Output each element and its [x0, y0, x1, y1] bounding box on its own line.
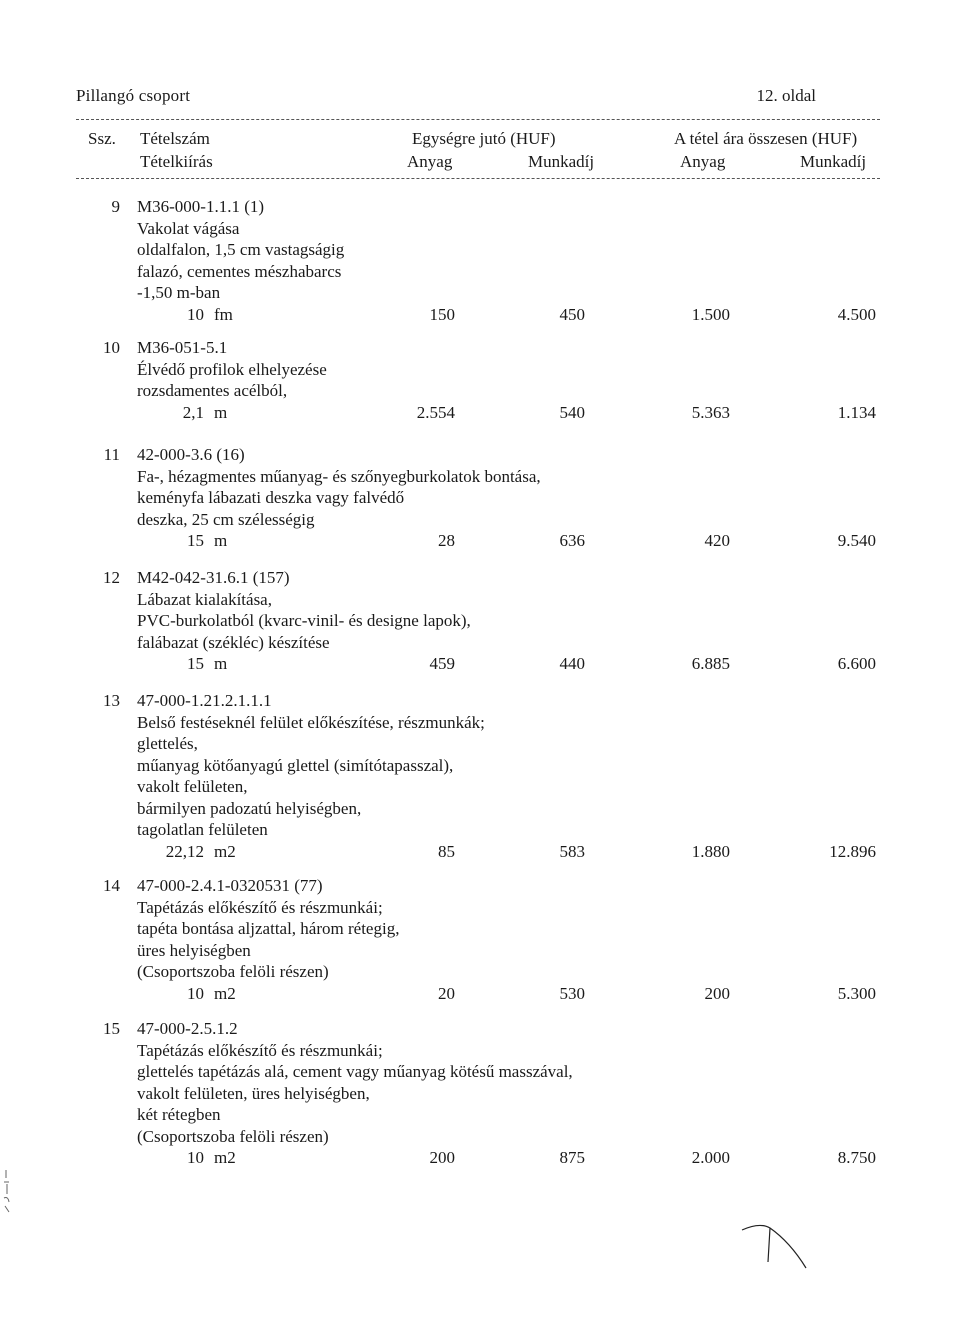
- quantity-unit: m2: [214, 841, 236, 861]
- item-code: 47-000-2.4.1-0320531 (77): [137, 876, 323, 895]
- item-description: [137, 466, 541, 531]
- item-code: M42-042-31.6.1 (157): [137, 568, 290, 587]
- item-code: 47-000-2.5.1.2: [137, 1019, 238, 1038]
- quantity-unit: m: [214, 531, 228, 550]
- unit-material-price: 20: [438, 983, 455, 1003]
- item-description-line: -1,50 m-ban: [137, 283, 221, 302]
- col-item-number: Tételszám: [140, 129, 210, 148]
- item-quantity: [152, 983, 236, 1005]
- item-description-line: Fa-, hézagmentes műanyag- és szőnyegburkolatok bontása,: [137, 466, 541, 486]
- total-material-price: 200: [704, 983, 730, 1003]
- total-labor-price: 8.750: [837, 1148, 876, 1167]
- item-description-line: Vakolat vágása: [137, 218, 240, 238]
- unit-material-price: 2.554: [416, 402, 455, 422]
- total-labor-price: 9.540: [837, 531, 876, 550]
- group-name: Pillangó csoport: [76, 86, 191, 105]
- header-rule-bottom: [76, 178, 880, 179]
- item-description-line: Belső festéseknél felület előkészítése, részmunkák;: [137, 712, 485, 732]
- col-ssz: Ssz.: [88, 129, 116, 148]
- item-quantity: [152, 530, 227, 552]
- total-labor-price: 5.300: [837, 983, 876, 1003]
- item-description-line: falábazat (székléc) készítése: [137, 632, 330, 652]
- total-material-price: 5.363: [691, 402, 730, 422]
- item-description-line: vakolt felületen,: [137, 777, 248, 796]
- unit-material-price: 28: [438, 531, 455, 550]
- col-unit-material: Anyag: [407, 152, 453, 171]
- item-quantity: [152, 304, 233, 326]
- item-ssz: 14: [103, 876, 120, 895]
- item-code: 47-000-1.21.2.1.1.1: [137, 691, 272, 710]
- quantity-value: 10: [187, 983, 204, 1003]
- item-description-line: két rétegben: [137, 1105, 221, 1124]
- item-description: [137, 897, 399, 983]
- item-ssz: 9: [111, 197, 120, 216]
- col-total-material: Anyag: [680, 152, 726, 171]
- item-description: [137, 589, 471, 654]
- total-labor-price: 4.500: [837, 304, 876, 324]
- col-unit-labor: Munkadíj: [528, 152, 595, 171]
- unit-labor-price: 875: [559, 1148, 585, 1167]
- quantity-value: 15: [187, 654, 204, 673]
- item-code: M36-051-5.1: [137, 338, 228, 357]
- total-labor-price: 6.600: [837, 654, 876, 673]
- quantity-value: 2,1: [182, 402, 204, 422]
- quantity-unit: fm: [214, 304, 233, 324]
- unit-labor-price: 583: [559, 841, 585, 861]
- item-code: M36-000-1.1.1 (1): [137, 197, 265, 216]
- total-material-price: 1.880: [691, 841, 730, 861]
- quantity-unit: m2: [214, 1148, 236, 1167]
- item-description-line: oldalfalon, 1,5 cm vastagságig: [137, 240, 345, 259]
- item-description-line: üres helyiségben: [137, 940, 251, 960]
- item-description-line: Tapétázás előkészítő és részmunkái;: [137, 1040, 383, 1060]
- item-description-line: vakolt felületen, üres helyiségben,: [137, 1083, 370, 1103]
- quantity-value: 10: [187, 304, 204, 324]
- unit-material-price: 200: [429, 1148, 455, 1167]
- item-description: [137, 218, 344, 304]
- total-material-price: 2.000: [691, 1148, 730, 1167]
- item-description-line: Tapétázás előkészítő és részmunkái;: [137, 897, 383, 917]
- quantity-value: 15: [187, 531, 204, 550]
- item-description-line: műanyag kötőanyagú glettel (simítótapasszal),: [137, 755, 454, 775]
- quantity-value: 10: [187, 1148, 204, 1167]
- item-description: [137, 359, 327, 402]
- col-unit-price: Egységre jutó (HUF): [412, 129, 556, 148]
- total-material-price: 6.885: [691, 654, 730, 673]
- item-quantity: [152, 841, 236, 863]
- col-item-text: Tételkiírás: [140, 152, 213, 171]
- margin-mark: [2, 1168, 12, 1218]
- quantity-value: 22,12: [165, 841, 204, 861]
- item-description-line: Lábazat kialakítása,: [137, 589, 272, 609]
- item-description-line: bármilyen padozatú helyiségben,: [137, 798, 362, 818]
- item-description-line: rozsdamentes acélból,: [137, 381, 288, 400]
- pen-scribble-icon: [740, 1222, 820, 1282]
- item-description-line: keményfa lábazati deszka vagy falvédő: [137, 488, 405, 507]
- unit-labor-price: 540: [559, 402, 585, 422]
- unit-material-price: 85: [438, 841, 455, 861]
- item-quantity: [152, 1147, 236, 1169]
- item-ssz: 10: [103, 338, 120, 357]
- item-description-line: glettelés tapétázás alá, cement vagy műanyag kötésű masszával,: [137, 1062, 573, 1081]
- item-description: [137, 712, 485, 841]
- margin-scribble-icon: [2, 1168, 12, 1214]
- unit-material-price: 459: [429, 654, 455, 673]
- quantity-unit: m: [214, 402, 228, 422]
- item-quantity: [152, 402, 227, 424]
- col-total-price: A tétel ára összesen (HUF): [674, 129, 858, 148]
- item-description-line: (Csoportszoba felöli részen): [137, 1126, 329, 1146]
- quantity-unit: m: [214, 654, 228, 673]
- item-description-line: Élvédő profilok elhelyezése: [137, 359, 327, 379]
- unit-labor-price: 450: [559, 304, 585, 324]
- item-description-line: falazó, cementes mészhabarcs: [137, 261, 342, 281]
- unit-material-price: 150: [429, 304, 455, 324]
- item-description: [137, 1040, 573, 1148]
- item-description-line: tagolatlan felületen: [137, 820, 268, 839]
- unit-labor-price: 636: [559, 531, 585, 550]
- unit-labor-price: 530: [559, 983, 585, 1003]
- item-ssz: 13: [103, 691, 120, 710]
- item-ssz: 11: [103, 445, 120, 464]
- total-labor-price: 1.134: [837, 402, 876, 422]
- page-number: 12. oldal: [756, 86, 816, 105]
- item-description-line: deszka, 25 cm szélességig: [137, 509, 315, 529]
- header-rule-top: [76, 119, 880, 120]
- page-header: [76, 86, 816, 110]
- item-description-line: tapéta bontása aljzattal, három rétegig,: [137, 919, 400, 938]
- col-total-labor: Munkadíj: [800, 152, 867, 171]
- item-quantity: [152, 653, 227, 675]
- item-ssz: 15: [103, 1019, 120, 1038]
- total-labor-price: 12.896: [829, 841, 876, 861]
- item-ssz: 12: [103, 568, 120, 587]
- item-code: 42-000-3.6 (16): [137, 445, 245, 464]
- total-material-price: 1.500: [691, 304, 730, 324]
- quantity-unit: m2: [214, 983, 236, 1003]
- unit-labor-price: 440: [559, 654, 585, 673]
- item-description-line: PVC-burkolatból (kvarc-vinil- és designe lapok),: [137, 611, 471, 630]
- item-description-line: (Csoportszoba felöli részen): [137, 962, 329, 981]
- item-description-line: glettelés,: [137, 734, 198, 753]
- total-material-price: 420: [704, 531, 730, 550]
